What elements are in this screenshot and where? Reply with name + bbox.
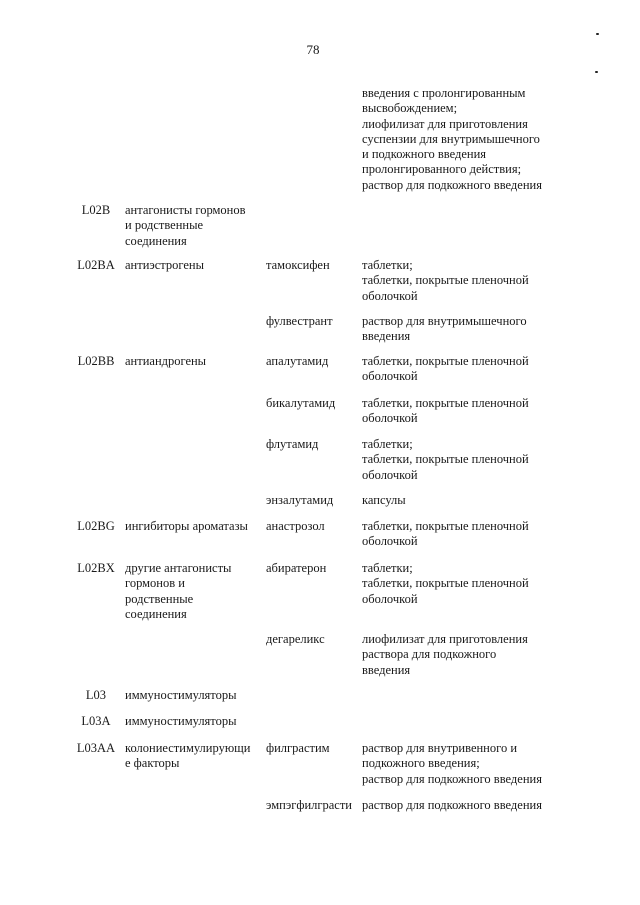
dosage-form: введения с пролонгированным высвобождением; лиофилизат для приготовления суспензии для внутримышечного и подкожного введения пролонгированного действия; раствор для подкожного введения: [362, 86, 542, 192]
dosage-form: раствор для внутривенного и подкожного введения; раствор для подкожного введения: [362, 741, 542, 786]
atc-group-name: другие антагонисты гормонов и родственные соединения: [125, 561, 232, 621]
atc-group-name: антиэстрогены: [125, 258, 205, 272]
dosage-form: таблетки; таблетки, покрытые пленочной оболочкой: [362, 561, 529, 606]
dosage-form: таблетки, покрытые пленочной оболочкой: [362, 519, 529, 549]
substance-name: абиратерон: [266, 561, 327, 575]
substance-name: филграстим: [266, 741, 330, 755]
dosage-form: раствор для подкожного введения: [362, 798, 542, 812]
atc-code: L02BB: [77, 354, 115, 368]
atc-group-name: ингибиторы ароматазы: [125, 519, 248, 533]
atc-code: L03AA: [76, 741, 116, 755]
substance-name: бикалутамид: [266, 396, 336, 410]
atc-code: L03A: [81, 714, 111, 728]
dosage-form: раствор для внутримышечного введения: [362, 314, 527, 344]
substance-name: тамоксифен: [266, 258, 330, 272]
substance-name: флутамид: [266, 437, 319, 451]
dosage-form: капсулы: [362, 493, 406, 507]
atc-group-name: иммуностимуляторы: [125, 714, 237, 728]
atc-group-name: антагонисты гормонов и родственные соединения: [125, 203, 246, 248]
scan-speck: [595, 71, 598, 73]
atc-group-name: колониестимулирующи е факторы: [125, 741, 251, 771]
substance-name: дегареликс: [266, 632, 325, 646]
substance-name: анастрозол: [266, 519, 325, 533]
dosage-form: таблетки, покрытые пленочной оболочкой: [362, 396, 529, 426]
atc-code: L02BX: [77, 561, 115, 575]
dosage-form: таблетки, покрытые пленочной оболочкой: [362, 354, 529, 384]
dosage-form: лиофилизат для приготовления раствора для подкожного введения: [362, 632, 528, 677]
atc-group-name: иммуностимуляторы: [125, 688, 237, 702]
atc-code: L02BG: [77, 519, 115, 533]
substance-name: эмпэгфилграсти: [266, 798, 352, 812]
substance-name: фулвестрант: [266, 314, 333, 328]
dosage-form: таблетки; таблетки, покрытые пленочной оболочкой: [362, 258, 529, 303]
atc-code: L02BA: [77, 258, 115, 272]
atc-code: L03: [85, 688, 107, 702]
substance-name: энзалутамид: [266, 493, 334, 507]
atc-group-name: антиандрогены: [125, 354, 207, 368]
atc-code: L02B: [81, 203, 111, 217]
scan-speck: [596, 33, 599, 35]
substance-name: апалутамид: [266, 354, 329, 368]
dosage-form: таблетки; таблетки, покрытые пленочной оболочкой: [362, 437, 529, 482]
page-number: 78: [306, 42, 320, 57]
